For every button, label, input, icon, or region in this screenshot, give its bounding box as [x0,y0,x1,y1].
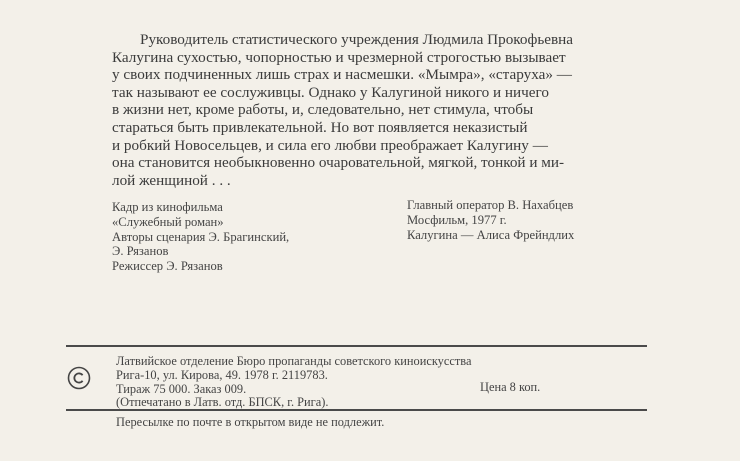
description-line: так называют ее сослуживцы. Однако у Калугиной никого и ничего [112,83,549,101]
film-description [112,31,652,189]
credit-line: Мосфильм, 1977 г. [407,212,507,227]
price: Цена 8 коп. [480,380,541,394]
credit-line: Режиссер Э. Рязанов [112,259,223,274]
publisher-line: Тираж 75 000. Заказ 009. [116,381,247,396]
top-divider [66,345,647,347]
credit-line: Э. Рязанов [112,244,169,259]
description-line: и робкий Новосельцев, и сила его любви преображает Калугину — [112,136,548,154]
copyright-icon [67,366,91,390]
credit-line: Авторы сценария Э. Брагинский, [112,229,290,244]
description-line: Руководитель статистического учреждения Людмила Прокофьевна [140,31,574,48]
description-line: лой женщиной . . . [112,171,231,189]
credit-line: Главный оператор В. Нахабцев [407,198,574,212]
credit-line: «Служебный роман» [112,214,224,229]
bottom-divider [66,409,647,411]
publisher-line: Латвийское отделение Бюро пропаганды советского киноискусства [116,354,472,368]
film-credits-left [112,200,372,274]
postal-note: Пересылке по почте в открытом виде не подлежит. [116,415,385,429]
description-line: Калугина сухостью, чопорностью и чрезмерной строгостью вызывает [112,48,566,66]
credit-line: Калугина — Алиса Фрейндлих [407,227,575,242]
description-line: у своих подчиненных лишь страх и насмешки. «Мымра», «старуха» — [112,66,572,84]
description-line: стараться быть привлекательной. Но вот появляется неказистый [112,118,528,136]
publisher-line: (Отпечатано в Латв. отд. БПСК, г. Рига). [116,395,329,410]
description-line: в жизни нет, кроме работы, и, следовательно, нет стимула, чтобы [112,101,534,119]
film-credits-right [407,198,657,242]
publisher-line: Рига-10, ул. Кирова, 49. 1978 г. 2119783. [116,367,328,382]
credit-line: Кадр из кинофильма [112,200,223,214]
description-line: она становится необыкновенно очаровательной, мягкой, тонкой и ми- [112,154,565,172]
